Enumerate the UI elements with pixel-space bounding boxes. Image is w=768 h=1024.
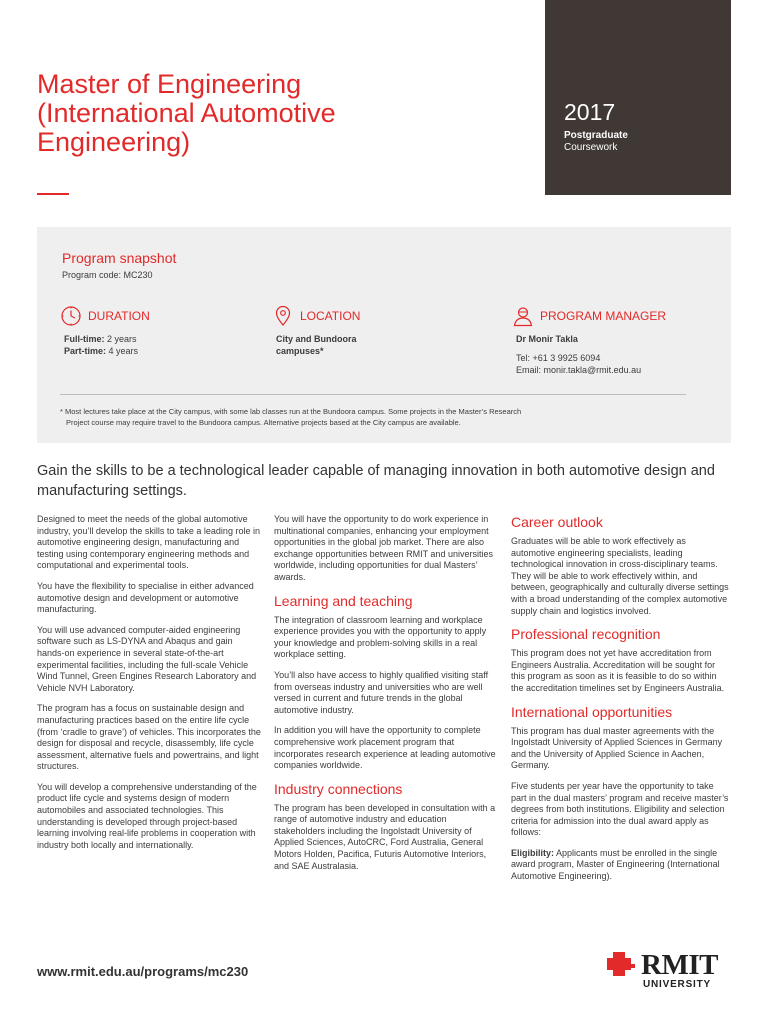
manager-label: PROGRAM MANAGER [540, 309, 667, 323]
column-1 [37, 514, 261, 860]
duration-label: DURATION [88, 309, 150, 323]
international-opportunities-heading: International opportunities [511, 703, 673, 720]
program-code: Program code: MC230 [62, 270, 153, 280]
industry-connections-heading: Industry connections [274, 780, 403, 797]
page-title [37, 70, 437, 157]
program-snapshot [37, 227, 731, 443]
lead-paragraph: Gain the skills to be a technological leader capable of managing innovation in both automotive design and manufacturing settings. [37, 463, 715, 499]
professional-recognition-heading: Professional recognition [511, 626, 661, 643]
body-paragraph: The integration of classroom learning and workplace experience provides you with the opportunity to apply your knowledge and problem-solving skills in a real workplace setting. [274, 614, 487, 660]
title-underline [37, 193, 69, 195]
body-paragraph: You have the flexibility to specialise in either advanced automotive design and development or automotive manufacturing. [37, 580, 254, 615]
location-label: LOCATION [300, 309, 361, 323]
body-paragraph: You’ll also have access to highly qualified visiting staff from overseas industry and universities who are well versed in current and future trends in the global automotive industry. [274, 669, 489, 715]
title-line-3: Engineering) [37, 127, 191, 157]
clock-icon [60, 305, 82, 327]
snapshot-divider [60, 394, 686, 395]
eligibility-paragraph [511, 848, 731, 883]
body-paragraph: This program has dual master agreements with the Ingolstadt University of Applied Sciences in Germany and the University of Applied Science in Aachen, Germany. [511, 725, 723, 771]
body-paragraph: In addition you will have the opportunity to complete comprehensive work placement program that incorporates research experience at leading automotive companies worldwide. [274, 725, 496, 771]
manager-name: Dr Monir Takla [516, 334, 578, 344]
body-paragraph: Designed to meet the needs of the global automotive industry, you’ll develop the skills to take a leading role in automotive engineering design, manufacturing and testing using contemporary engineering methods and computational and experimental tools. [37, 514, 260, 571]
level-label: Postgraduate [564, 130, 628, 141]
career-outlook-heading: Career outlook [511, 514, 603, 530]
person-icon [512, 305, 534, 327]
eligibility-text: Applicants must be enrolled in the single award program, Master of Engineering (International Automotive Engineering). [511, 847, 720, 882]
year-badge [545, 0, 731, 195]
body-paragraph: The program has a focus on sustainable design and manufacturing practices based on the entire life cycle (from ‘cradle to grave’) of vehicles. This incorporates the design for disposal and recycle, disassembly, life cycle assessment, alternative fuels and powertrains, and light structures. [37, 703, 261, 772]
rmit-pixel-logo-icon [603, 952, 639, 982]
body-paragraph: This program does not yet have accreditation from Engineers Australia. Accreditation will be sought for this program as soon as it is feasible to do so within the accreditation timelines set by Engineers Australia. [511, 648, 725, 693]
location-pin-icon [272, 305, 294, 327]
body-paragraph: You will use advanced computer-aided engineering software such as LS-DYNA and Abaqus and gain hands-on experience in several state-of-the-art experimental facilities, including the full-scale Vehicle Wind Tunnel, Green Engines Research Laboratory and Vehicle NVH Laboratory. [37, 624, 257, 693]
body-paragraph: You will develop a comprehensive understanding of the product life cycle and systems design of modern automobiles and associated technologies. This understanding is developed through project-based learning involving real-life problems in cooperation with industry both locally and internationally. [37, 781, 257, 850]
column-3 [511, 514, 731, 892]
learning-teaching-heading: Learning and teaching [274, 592, 413, 609]
body-paragraph: You will have the opportunity to do work experience in multinational companies, enhancing your employment opportunities in the global job market. There are also exchange opportunities between RMIT and universities worldwide, including opportunities for dual Masters’ awards. [274, 514, 493, 582]
campus-footnote [60, 406, 700, 428]
location-line-2: campuses* [276, 346, 324, 356]
location-line-1: City and Bundoora [276, 334, 357, 344]
rmit-logo [603, 949, 733, 995]
eligibility-label: Eligibility: [511, 847, 555, 858]
manager-email[interactable]: Email: monir.takla@rmit.edu.au [516, 365, 642, 375]
snapshot-heading: Program snapshot [62, 250, 177, 266]
footnote-line-1: * Most lectures take place at the City campus, with some lab classes run at the Bundoora campus. Some projects in the Master’s Research [60, 407, 522, 416]
body-paragraph: Five students per year have the opportunity to take part in the dual masters’ program and receive master’s degrees from both institutions. Eligibility and selection criteria for admission into the dual award apply as follows: [511, 780, 729, 838]
logo-subtitle: UNIVERSITY [643, 979, 712, 990]
manager-tel: Tel: +61 3 9925 6094 [516, 353, 601, 363]
logo-wordmark: RMIT [641, 949, 718, 981]
program-manager-block [512, 305, 666, 376]
year-label: 2017 [564, 99, 616, 125]
column-2 [274, 514, 498, 881]
title-line-1: Master of Engineering [37, 69, 302, 99]
body-paragraph: The program has been developed in consultation with a range of automotive industry and education stakeholders including the Ingolstadt University of Applied Sciences, AutoCRC, Ford Australia, General Motors Holden, Pacifica, Futuris Automotive Interiors, and SAE Australasia. [274, 802, 496, 871]
parttime-value: 4 years [108, 346, 139, 356]
location-block [272, 305, 360, 357]
footnote-line-2: Project course may require travel to the Bundoora campus. Alternative projects based at the City campus are available. [66, 418, 461, 427]
body-paragraph: Graduates will be able to work effectively as automotive engineering specialists, leading technological innovation in cross-disciplinary teams. They will be able to work effectively within, and between, geographically and culturally diverse settings with a broad understanding of the complex automotive supply chain and logistics involved. [511, 536, 729, 616]
duration-block [60, 305, 150, 357]
mode-label: Coursework [564, 142, 618, 153]
fulltime-label: Full-time: [64, 334, 105, 344]
title-line-2: (International Automotive [37, 98, 336, 128]
program-url-link[interactable]: www.rmit.edu.au/programs/mc230 [37, 964, 249, 979]
fulltime-value: 2 years [107, 334, 137, 344]
parttime-label: Part-time: [64, 346, 107, 356]
